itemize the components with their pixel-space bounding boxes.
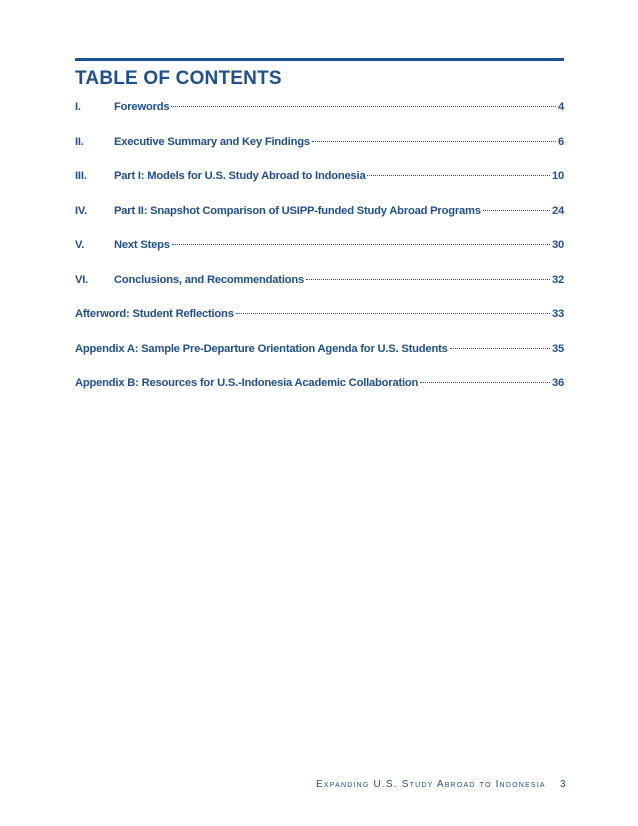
toc-entry-page: 24 — [551, 204, 564, 217]
toc-entry-page: 10 — [551, 170, 564, 182]
toc-entry-label: Forewords — [114, 101, 170, 113]
toc-entry-label: Appendix A: Sample Pre-Departure Orientation Agenda for U.S. Students — [75, 342, 448, 355]
toc-entry[interactable] — [75, 342, 564, 377]
toc-entry-page: 6 — [557, 135, 564, 148]
toc-entry-label: Appendix B: Resources for U.S.-Indonesia Academic Collaboration — [75, 377, 419, 389]
toc-entry[interactable] — [75, 135, 564, 170]
header-rule — [75, 58, 564, 61]
dot-leader — [171, 106, 556, 107]
toc-entry-number: VI. — [75, 273, 89, 286]
toc-entry[interactable] — [75, 204, 564, 239]
page-number: 3 — [560, 779, 566, 790]
dot-leader — [312, 141, 556, 142]
toc-entry-number: III. — [75, 170, 87, 182]
toc-entry-label: Part I: Models for U.S. Study Abroad to Indonesia — [114, 170, 366, 182]
dot-leader — [306, 279, 550, 280]
toc-list — [75, 100, 564, 411]
toc-entry-page: 33 — [551, 308, 564, 320]
toc-entry[interactable] — [75, 273, 564, 308]
toc-entry-number: II. — [75, 135, 84, 148]
running-title: Expanding U.S. Study Abroad to Indonesia — [316, 779, 546, 790]
toc-entry[interactable] — [75, 169, 564, 204]
toc-entry-number: V. — [75, 239, 85, 251]
toc-entry-label: Executive Summary and Key Findings — [114, 135, 310, 148]
dot-leader — [450, 348, 550, 349]
toc-entry-label: Part II: Snapshot Comparison of USIPP-funded Study Abroad Programs — [114, 204, 481, 217]
toc-entry-label: Conclusions, and Recommendations — [114, 273, 305, 286]
toc-entry[interactable] — [75, 100, 564, 135]
toc-entry-number: I. — [75, 101, 81, 113]
toc-entry-label: Next Steps — [114, 239, 170, 251]
toc-entry-page: 35 — [551, 342, 564, 355]
toc-entry[interactable] — [75, 376, 564, 411]
dot-leader — [420, 382, 550, 383]
toc-entry-page: 32 — [551, 273, 564, 286]
toc-entry-number: IV. — [75, 204, 88, 217]
toc-entry-page: 30 — [551, 239, 564, 251]
dot-leader — [172, 244, 550, 245]
toc-entry-page: 36 — [551, 377, 564, 389]
toc-entry[interactable] — [75, 238, 564, 273]
toc-title: TABLE OF CONTENTS — [75, 68, 282, 89]
dot-leader — [367, 175, 549, 176]
toc-entry-page: 4 — [557, 101, 564, 113]
toc-entry-label: Afterword: Student Reflections — [75, 308, 234, 320]
toc-entry[interactable] — [75, 307, 564, 342]
dot-leader — [236, 313, 550, 314]
dot-leader — [483, 210, 550, 211]
